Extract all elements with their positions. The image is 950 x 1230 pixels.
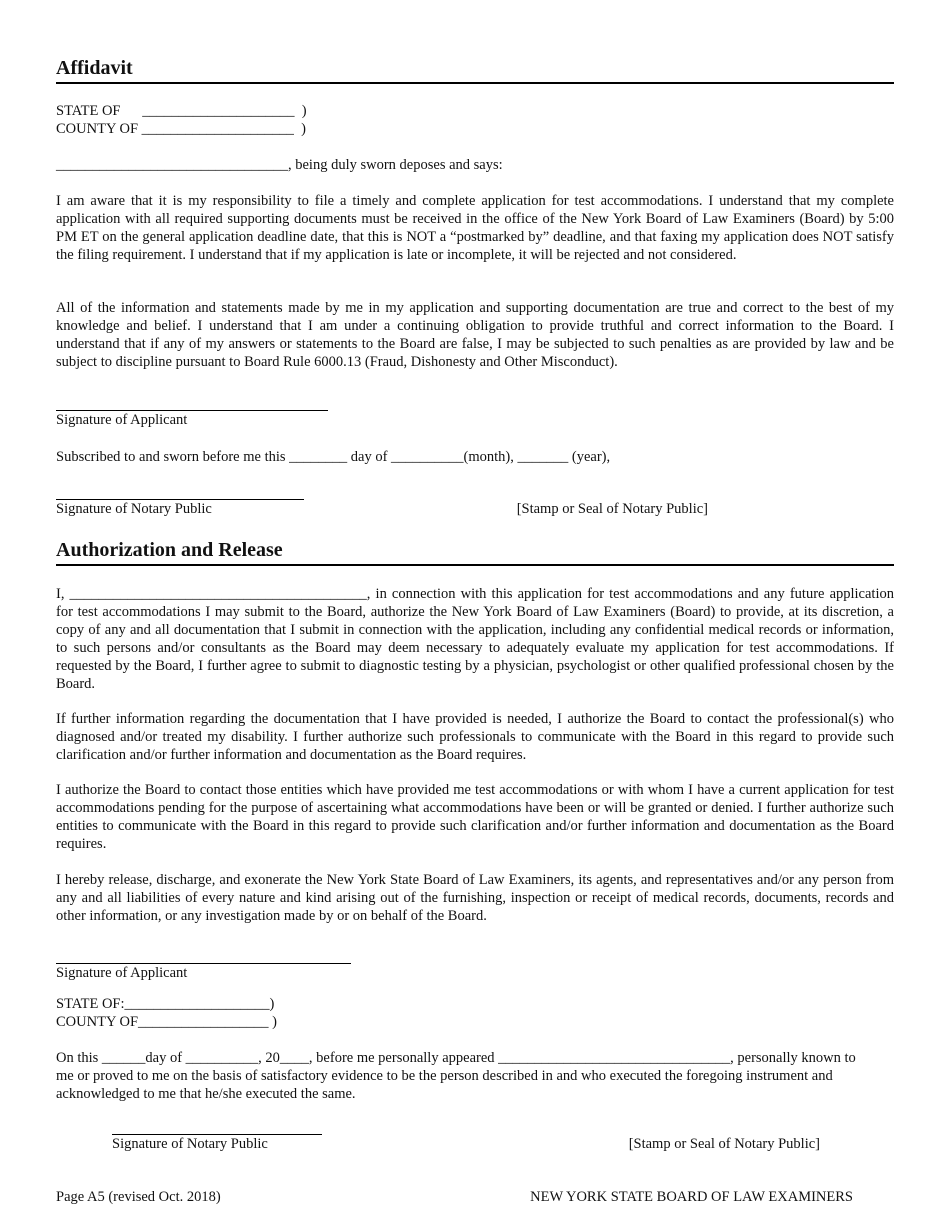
affidavit-county-line: COUNTY OF _____________________ ): [56, 121, 306, 137]
subscribed-line: Subscribed to and sworn before me this ________ day of __________(month), _______ (year),: [56, 449, 611, 465]
affidavit-venue: [56, 102, 894, 138]
affidavit-deposes-line: ________________________________, being duly sworn deposes and says:: [56, 157, 503, 173]
footer-page-label: Page A5 (revised Oct. 2018): [56, 1189, 221, 1205]
page-footer: [56, 1188, 853, 1206]
release-applicant-signature: [56, 963, 894, 982]
release-paragraph-2: If further information regarding the documentation that I have provided is needed, I authorize the Board to contact the professional(s) who diagnosed and/or treated my disability. I further authorize such professionals to communicate with the Board in this regard to provide such clarification and/or further information and documentation as the Board requires.: [56, 711, 894, 763]
applicant-signature-label: Signature of Applicant: [56, 412, 188, 428]
acknowledgment-paragraph: On this ______day of __________, 20____, before me personally appeared ________________________________, personally known to me or proved to me on the basis of satisfactory evidence to be the person described in and who executed the foregoing instrument and acknowledged to me that he/she executed the same.: [56, 1050, 856, 1102]
release-applicant-signature-label: Signature of Applicant: [56, 965, 188, 981]
affidavit-applicant-signature: [56, 410, 894, 429]
notary-stamp-label: [Stamp or Seal of Notary Public]: [516, 501, 708, 517]
affidavit-paragraph-1: I am aware that it is my responsibility to file a timely and complete application for test accommodations. I understand that my complete application with all required supporting documents must be received in the office of the New York Board of Law Examiners (Board) by 5:00 PM ET on the general application deadline date, that this is NOT a “postmarked by” deadline, and that faxing my application does NOT satisfy the filing requirement. I understand that if my application is late or incomplete, it will be rejected and not considered.: [56, 193, 894, 263]
release-paragraph-1: I, _________________________________________, in connection with this application for test accommodations and any future application for test accommodations I may submit to the Board, authorize the New York Board of Law Examiners (Board) to provide, at its discretion, a copy of any and all documentation that I submit in connection with the application, including any confidential medical records or information, to such persons and/or consultants as the Board may deem necessary to adequately evaluate my application for test accommodations. If requested by the Board, I further agree to submit to diagnostic testing by a physician, psychologist or other qualified professional chosen by the Board.: [56, 586, 894, 692]
affidavit-state-line: STATE OF _____________________ ): [56, 103, 307, 119]
release-county-line: COUNTY OF__________________ ): [56, 1014, 277, 1030]
footer-organization: NEW YORK STATE BOARD OF LAW EXAMINERS: [530, 1189, 853, 1205]
release-title: Authorization and Release: [56, 539, 283, 561]
release-state-line: STATE OF:____________________): [56, 996, 275, 1012]
release-notary-stamp-label: [Stamp or Seal of Notary Public]: [628, 1136, 820, 1152]
release-notary-signature: [56, 1134, 894, 1153]
release-heading: [56, 538, 894, 566]
release-notary-signature-label: Signature of Notary Public: [112, 1136, 268, 1152]
notary-signature-label: Signature of Notary Public: [56, 501, 212, 517]
release-paragraph-3: I authorize the Board to contact those entities which have provided me test accommodations or with whom I have a current application for test accommodations pending for the purpose of ascertaining what accommodations have been or will be granted or denied. I further authorize such entities to communicate with the Board in this regard to provide such clarification and/or further information and documentation as the Board requires.: [56, 782, 894, 852]
release-venue: [56, 995, 894, 1031]
release-paragraph-4: I hereby release, discharge, and exonerate the New York State Board of Law Examiners, its agents, and representatives and/or any person from any and all liabilities of every nature and kind arising out of the furnishing, inspection or receipt of medical records, documents, records and other information, or any investigation made by or on behalf of the Board.: [56, 872, 894, 924]
affidavit-notary-signature: [56, 499, 894, 518]
affidavit-heading: [56, 56, 894, 84]
affidavit-title: Affidavit: [56, 57, 133, 79]
affidavit-paragraph-2: All of the information and statements made by me in my application and supporting documentation are true and correct to the best of my knowledge and belief. I understand that I am under a continuing obligation to provide truthful and correct information to the Board. I understand that if any of my answers or statements to the Board are false, I may be subjected to such penalties as are provided by law and be subject to discipline pursuant to Board Rule 6000.13 (Fraud, Dishonesty and Other Misconduct).: [56, 300, 894, 370]
